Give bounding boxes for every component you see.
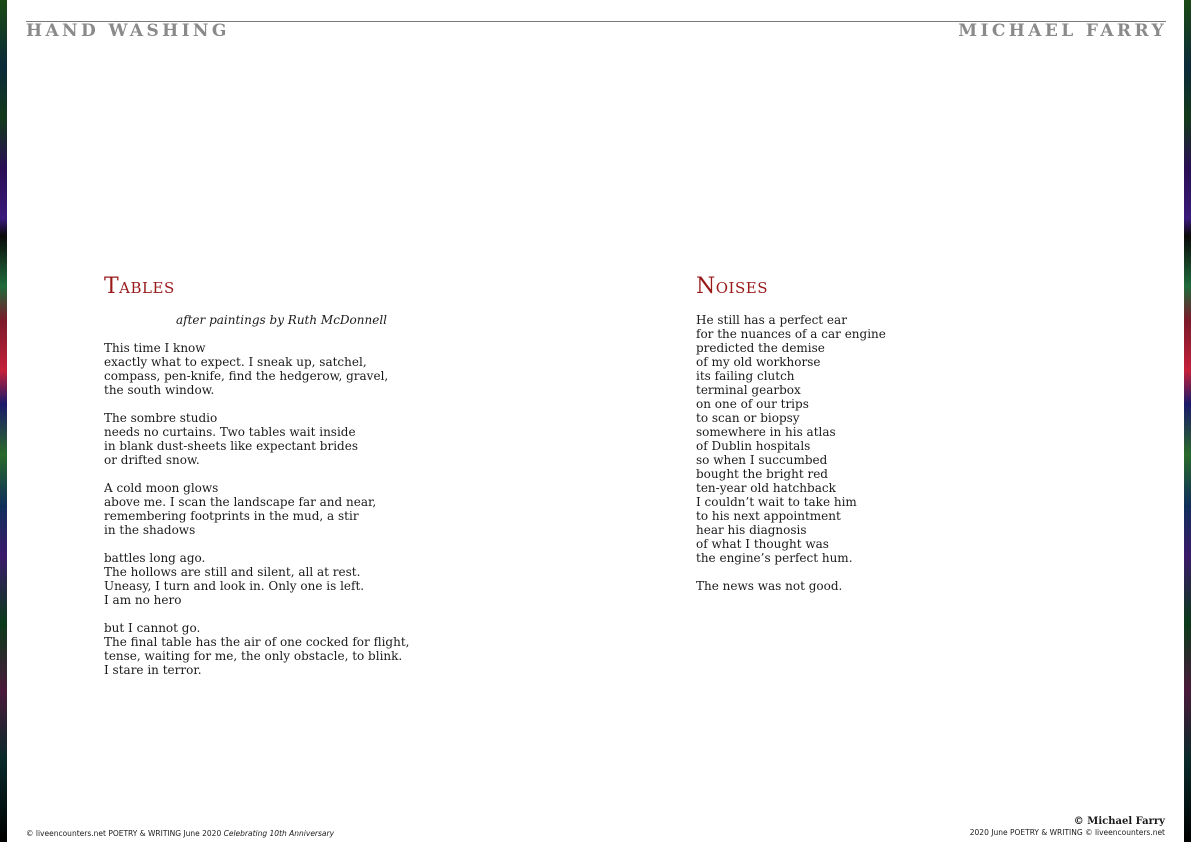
stanza	[104, 621, 504, 677]
poem-line: remembering footprints in the mud, a stir	[104, 509, 359, 523]
poem-line: in blank dust-sheets like expectant brides	[104, 439, 358, 453]
poem-line: in the shadows	[104, 523, 196, 537]
poem-line: terminal gearbox	[696, 383, 801, 397]
poem-line: of Dublin hospitals	[696, 439, 811, 453]
poem-noises	[696, 274, 1096, 607]
poem-line: to scan or biopsy	[696, 411, 800, 425]
running-head-title: HAND WASHING	[26, 21, 230, 41]
stanza	[104, 341, 504, 397]
poem-line: of my old workhorse	[696, 355, 821, 369]
poem-line: of what I thought was	[696, 537, 829, 551]
footer-left	[26, 829, 334, 838]
poem-title: Noises	[696, 274, 768, 299]
poem-line: its failing clutch	[696, 369, 795, 383]
poem-line: somewhere in his atlas	[696, 425, 836, 439]
footer-publication-right: 2020 June POETRY & WRITING © liveencounters.net	[969, 828, 1165, 837]
stanza	[696, 579, 1096, 593]
poem-line: exactly what to expect. I sneak up, satchel,	[104, 355, 367, 369]
stanza	[104, 551, 504, 607]
poem-body	[104, 341, 504, 677]
poem-line: predicted the demise	[696, 341, 825, 355]
poem-line: battles long ago.	[104, 551, 206, 565]
poem-tables	[104, 274, 504, 691]
poem-line: A cold moon glows	[104, 481, 219, 495]
poem-line: above me. I scan the landscape far and near,	[104, 495, 377, 509]
poem-line: so when I succumbed	[696, 453, 828, 467]
poem-line: I am no hero	[104, 593, 182, 607]
poem-line: The news was not good.	[696, 579, 843, 593]
poem-line: compass, pen-knife, find the hedgerow, gravel,	[104, 369, 389, 383]
poem-line: on one of our trips	[696, 397, 809, 411]
poem-line: ten-year old hatchback	[696, 481, 836, 495]
poem-line: The hollows are still and silent, all at rest.	[104, 565, 361, 579]
poem-line: the engine’s perfect hum.	[696, 551, 853, 565]
running-head-author: MICHAEL FARRY	[958, 21, 1167, 41]
poem-line: to his next appointment	[696, 509, 841, 523]
poem-line: This time I know	[104, 341, 206, 355]
stanza	[104, 481, 504, 537]
poem-line: The sombre studio	[104, 411, 218, 425]
poem-line: I couldn’t wait to take him	[696, 495, 857, 509]
copyright-notice: © Michael Farry	[1073, 816, 1165, 827]
footer-right	[970, 816, 1165, 837]
poem-line: needs no curtains. Two tables wait inside	[104, 425, 356, 439]
stanza	[696, 313, 1096, 565]
left-decorative-edge	[0, 0, 7, 842]
poem-title: Tables	[104, 274, 175, 299]
poem-line: bought the bright red	[696, 467, 828, 481]
poem-line: tense, waiting for me, the only obstacle, to blink.	[104, 649, 403, 663]
stanza	[104, 411, 504, 467]
poem-line: Uneasy, I turn and look in. Only one is left.	[104, 579, 365, 593]
poem-line: The final table has the air of one cocked for flight,	[104, 635, 410, 649]
poem-body	[696, 313, 1096, 593]
right-decorative-edge	[1184, 0, 1191, 842]
poem-line: but I cannot go.	[104, 621, 201, 635]
poem-line: hear his diagnosis	[696, 523, 807, 537]
footer-anniversary: Celebrating 10th Anniversary	[223, 829, 335, 838]
poem-line: I stare in terror.	[104, 663, 202, 677]
poem-line: the south window.	[104, 383, 215, 397]
footer-publication: © liveencounters.net POETRY & WRITING June 2020	[26, 829, 222, 838]
poem-line: He still has a perfect ear	[696, 313, 847, 327]
poem-line: or drifted snow.	[104, 453, 200, 467]
poem-line: for the nuances of a car engine	[696, 327, 886, 341]
poem-dedication: after paintings by Ruth McDonnell	[176, 313, 388, 327]
